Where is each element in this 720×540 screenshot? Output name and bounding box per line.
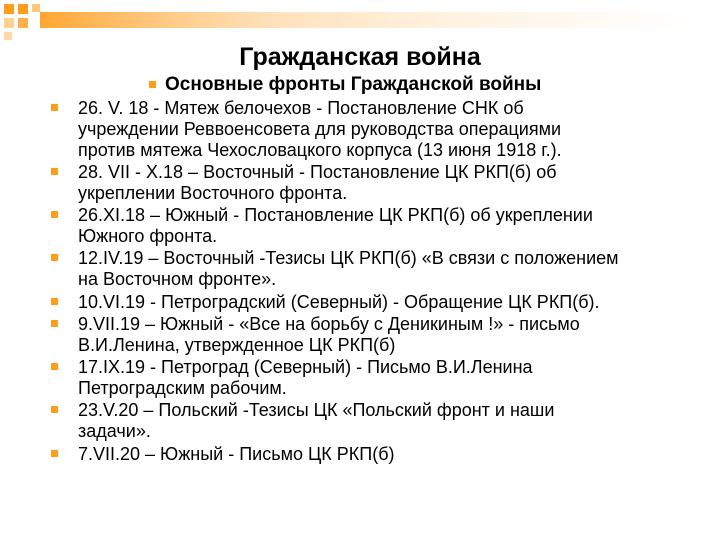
list-item-line: Южного фронта. — [78, 225, 218, 246]
list-item — [78, 248, 710, 290]
deco-square — [4, 32, 12, 40]
bullet-icon — [51, 320, 58, 327]
list-item — [78, 292, 710, 313]
list-item-line: против мятежа Чехословацкого корпуса (13 июня 1918 г.). — [78, 139, 562, 160]
list-item-line: укреплении Восточного фронта. — [78, 182, 348, 203]
subheading — [165, 74, 541, 96]
list-item — [78, 314, 710, 356]
list-item-line: на Восточном фронте». — [78, 269, 277, 290]
bullet-icon — [51, 406, 58, 413]
list-item-line: 17.IX.19 - Петроград (Северный) - Письмо В.И.Ленина — [78, 357, 533, 378]
deco-square — [4, 4, 14, 14]
list-item-line: 26.XI.18 – Южный - Постановление ЦК РКП(б) об укреплении — [78, 205, 593, 226]
subheading-text: Основные фронты Гражданской войны — [165, 74, 542, 95]
list-item-line: В.И.Ленина, утвержденное ЦК РКП(б) — [78, 334, 396, 355]
list-item-line: задачи». — [78, 421, 151, 442]
bullet-icon — [149, 81, 156, 88]
deco-square — [18, 4, 28, 14]
list-item-line: 12.IV.19 – Восточный -Тезисы ЦК РКП(б) «В связи с положением — [78, 248, 619, 269]
list-item — [78, 162, 710, 204]
bullet-icon — [51, 298, 58, 305]
front-list — [78, 98, 710, 466]
list-item-line: 26. V. 18 - Мятеж белочехов - Постановление СНК об — [78, 98, 524, 118]
bullet-icon — [51, 211, 58, 218]
list-item-line: 7.VII.20 – Южный - Письмо ЦК РКП(б) — [78, 443, 395, 464]
bullet-icon — [51, 254, 58, 261]
deco-square — [18, 18, 28, 28]
list-item-line: учреждении Реввоенсовета для руководства операциями — [78, 118, 562, 139]
bullet-icon — [51, 363, 58, 370]
deco-square — [4, 18, 14, 28]
list-item-line: 23.V.20 – Польский -Тезисы ЦК «Польский фронт и наши — [78, 400, 555, 421]
slide-title: Гражданская война — [239, 43, 481, 71]
list-item-line: Петроградским рабочим. — [78, 377, 287, 398]
list-item-line: 28. VII - X.18 – Восточный - Постановление ЦК РКП(б) об — [78, 161, 557, 182]
list-item — [78, 205, 710, 247]
bullet-icon — [51, 168, 58, 175]
list-item — [78, 98, 710, 160]
bullet-icon — [51, 104, 58, 111]
list-item-line: 9.VII.19 – Южный - «Все на борьбу с Деникиным !» - письмо — [78, 313, 580, 334]
bullet-icon — [51, 450, 58, 457]
corner-decoration — [0, 0, 720, 40]
list-item — [78, 357, 710, 399]
list-item-line: 10.VI.19 - Петроградский (Северный) - Обращение ЦК РКП(б). — [78, 291, 600, 312]
list-item — [78, 444, 710, 465]
deco-square — [32, 4, 40, 12]
list-item — [78, 400, 710, 442]
header-gradient-bar — [40, 12, 720, 28]
